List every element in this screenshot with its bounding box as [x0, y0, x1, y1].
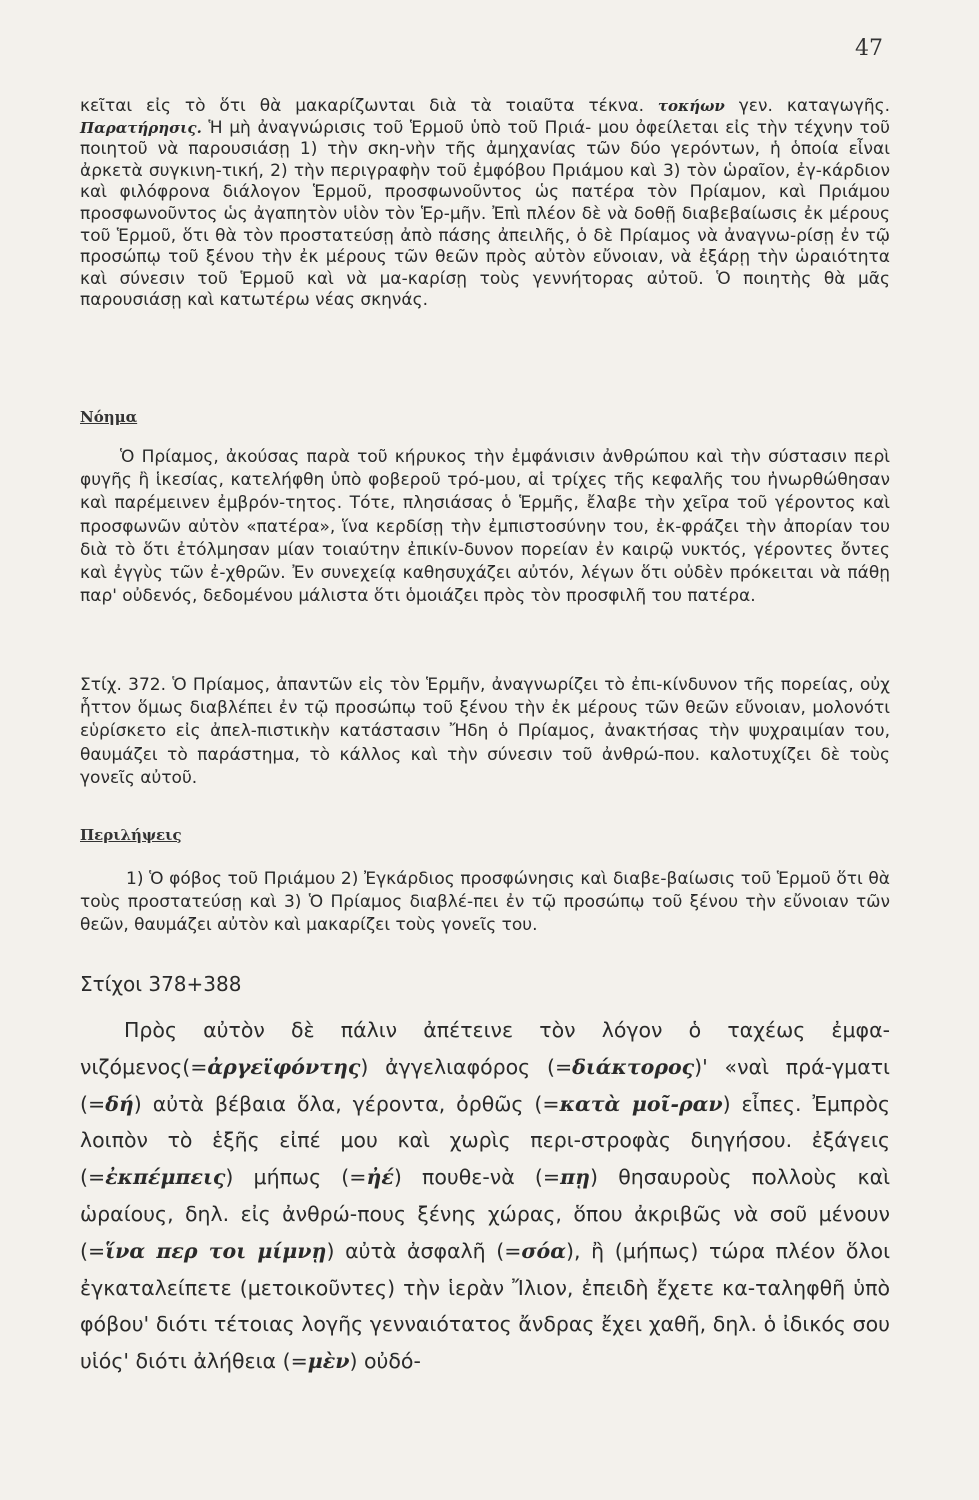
text-run: ) εἶπες. Ἐμπρὸς λοιπὸν τὸ ἑξῆς εἰπέ μου καὶ χωρὶς περι-στροφὰς διηγήσου. ἐξάγεις (=	[80, 1091, 890, 1190]
text-run: μου ὀφείλεται εἰς τὴν τέχνην τοῦ ποιητοῦ νὰ παρουσιάσῃ 1) τὴν σκη-νὴν τῆς ἀμηχανίας τῶν δύο γερόντων, ἡ ὁποία εἶναι ἀρκετὰ συγκινη-τική, 2) τὴν περιγραφὴν τοῦ ἐμφόβου Πριάμου καὶ 3) τὸν ὡραῖον, ἐγ-κάρδιον καὶ φιλόφρονα διάλογον Ἑρμοῦ, προσφωνοῦντος ὡς πατέρα τὸν Πρίαμον, καὶ Πριάμου προσφωνοῦντος ὡς ἀγαπητὸν υἱὸν τὸν Ἑρ-μῆν. Ἐπὶ πλέον δὲ νὰ δοθῇ διαβεβαίωσις ἐκ μέρους τοῦ Ἑρμοῦ, ὅτι θὰ τὸν προστατεύσῃ ἀπὸ πάσης ἀπειλῆς, ὁ δὲ Πρίαμος νὰ ἀναγνω-ρίσῃ ἐν τῷ προσώπῳ τοῦ ξένου τὴν ἐκ μέρους τῶν θεῶν πρὸς αὐτὸν εὔνοιαν, νὰ ἐξάρῃ τὴν ὡραιότητα καὶ σύνεσιν τοῦ Ἑρμοῦ καὶ νὰ μα-καρίσῃ τοὺς γεννήτορας αὐτοῦ. Ὁ ποιητὴς θὰ μᾶς παρουσιάσῃ καὶ κατωτέρω νέας σκηνάς.	[80, 117, 890, 311]
section-heading-noima: Νόημα	[80, 408, 138, 426]
text-run: Πρὸς αὐτὸν δὲ πάλιν ἀπέτεινε τὸν λόγον ὁ ταχέως ἐμφα-νιζόμενος(=	[80, 1018, 890, 1079]
commentary-paragraph	[80, 96, 890, 312]
gloss-word: μὲν	[307, 1349, 350, 1374]
text-run: ) αὐτὰ ἀσφαλῆ (=	[326, 1238, 522, 1263]
text-run: Στίχ. 372. Ὁ Πρίαμος, ἀπαντῶν εἰς τὸν Ἑρμῆν, ἀναγνωρίζει τὸ ἐπι-κίνδυνον τῆς πορείας, οὐχ ἧττον ὅμως διαβλέπει ἐν τῷ προσώπῳ τοῦ ξένου τὴν ἐκ μέρους τῶν θεῶν εὔνοιαν, μολονότι εὑρίσκετο εἰς ἀπελ-πιστικὴν κατάστασιν Ἤδη ὁ Πρίαμος, ἀνακτήσας τὴν ψυχραιμίαν του, θαυμάζει τὸ παράστημα, τὸ κάλλος καὶ τὴν σύνεσιν τοῦ ἀνθρώ-που. καλοτυχίζει δὲ τοὺς γονεῖς αὐτοῦ.	[80, 675, 890, 788]
gloss-word: πῃ	[560, 1165, 591, 1190]
gloss-word: δή	[105, 1091, 134, 1116]
text-run: καταγωγῆς.	[786, 96, 890, 116]
gloss-word: ἀργεϊφόντης	[207, 1054, 361, 1079]
gloss-word: σόα	[521, 1238, 566, 1263]
verse-note-paragraph	[80, 674, 890, 790]
text-run: ) μήπως (=	[225, 1165, 367, 1190]
text-run: )' «ναὶ πρά-γματι (=	[80, 1054, 890, 1116]
text-run: ) πουθε-νὰ (=	[393, 1165, 561, 1190]
remark-label: Παρατήρησις.	[80, 118, 202, 137]
gloss-word: διάκτορος	[572, 1054, 695, 1079]
verses-heading: Στίχοι 378+388	[80, 972, 242, 996]
gloss-word: ἠέ	[366, 1165, 394, 1190]
text-run: ) θησαυροὺς πολλοὺς καὶ ὡραίους, δηλ. εἰς ἀνθρώ-πους ξένης χώρας, ὅπου ἀκριβῶς νὰ σοῦ μένουν (=	[80, 1165, 891, 1263]
text-run: ), ἢ (μήπως) τώρα πλέον ὅλοι ἐγκαταλείπετε (μετοικοῦντες) τὴν ἱερὰν Ἴλιον, ἐπειδὴ ἔχετε κα-ταληφθῆ ὑπὸ φόβου' διότι τέτοιας λογῆς γενναιότατος ἄνδρας ἔχει χαθῆ, δηλ. ὁ ἰδικός σου υἱός' διότι ἀλήθεια (=	[80, 1238, 890, 1374]
gloss-word: ἵνα περ τοι μίμνῃ	[105, 1238, 327, 1263]
text-run: γεν.	[724, 96, 773, 116]
summaries-paragraph	[80, 868, 890, 938]
section-heading-perilipseis: Περιλήψεις	[80, 826, 182, 844]
text-run: Ὁ Πρίαμος, ἀκούσας παρὰ τοῦ κήρυκος τὴν ἐμφάνισιν ἀνθρώπου καὶ τὴν σύστασιν περὶ φυγῆς ἢ ἱκεσίας, κατελήφθη ὑπὸ φοβεροῦ τρό-μου, αἱ τρίχες τῆς κεφαλῆς του ἠνωρθώθησαν καὶ παρέμεινεν ἐμβρόν-τητος. Τότε, πλησιάσας ὁ Ἑρμῆς, ἔλαβε τὴν χεῖρα τοῦ γέροντος καὶ προσφωνῶν αὐτὸν «πατέρα», ἵνα κερδίσῃ τὴν ἐμπιστοσύνην του, ἐκ-φράζει τὴν ἀπορίαν του διὰ τὸ ὅτι ἐτόλμησαν μίαν τοιαύτην ἐπικίν-δυνον πορείαν ἐν καιρῷ νυκτός, γέροντες ὄντες καὶ ἐγγὺς τῶν ἐ-χθρῶν. Ἐν συνεχείᾳ καθησυχάζει αὐτόν, λέγων ὅτι οὐδὲν πρόκειται νὰ πάθῃ παρ' οὐδενός, δεδομένου μάλιστα ὅτι ὁμοιάζει πρὸς τὸν προσφιλῆ του πατέρα.	[80, 447, 890, 607]
meaning-paragraph	[80, 446, 890, 608]
translation-paragraph	[80, 1012, 890, 1380]
gloss-word: κατὰ μοῖ-ραν	[559, 1091, 723, 1116]
text-run: κεῖται εἰς τὸ ὅτι θὰ μακαρίζωνται διὰ τὰ τοιαῦτα τέκνα.	[80, 96, 658, 116]
text-run: Ἡ μὴ ἀναγνώρισις τοῦ Ἑρμοῦ ὑπὸ τοῦ Πριά-	[201, 117, 592, 138]
text-run: ) οὐδό-	[349, 1349, 421, 1374]
glossed-term: τοκήων	[657, 97, 725, 115]
text-run: ) αὐτὰ βέβαια ὅλα, γέροντα, ὀρθῶς (=	[133, 1091, 560, 1116]
text-run: ) ἀγγελιαφόρος (=	[360, 1054, 573, 1079]
gloss-word: ἐκπέμπεις	[105, 1165, 226, 1190]
page-number: 47	[855, 36, 883, 61]
text-run: 1) Ὁ φόβος τοῦ Πριάμου 2) Ἐγκάρδιος προσφώνησις καὶ διαβε-βαίωσις τοῦ Ἑρμοῦ ὅτι θὰ τοὺς προστατεύσῃ καὶ 3) Ὁ Πρίαμος διαβλέ-πει ἐν τῷ προσώπῳ τοῦ ξένου τὴν εὔνοιαν τῶν θεῶν, θαυμάζει αὐτὸν καὶ μακαρίζει τοὺς γονεῖς του.	[80, 869, 890, 936]
